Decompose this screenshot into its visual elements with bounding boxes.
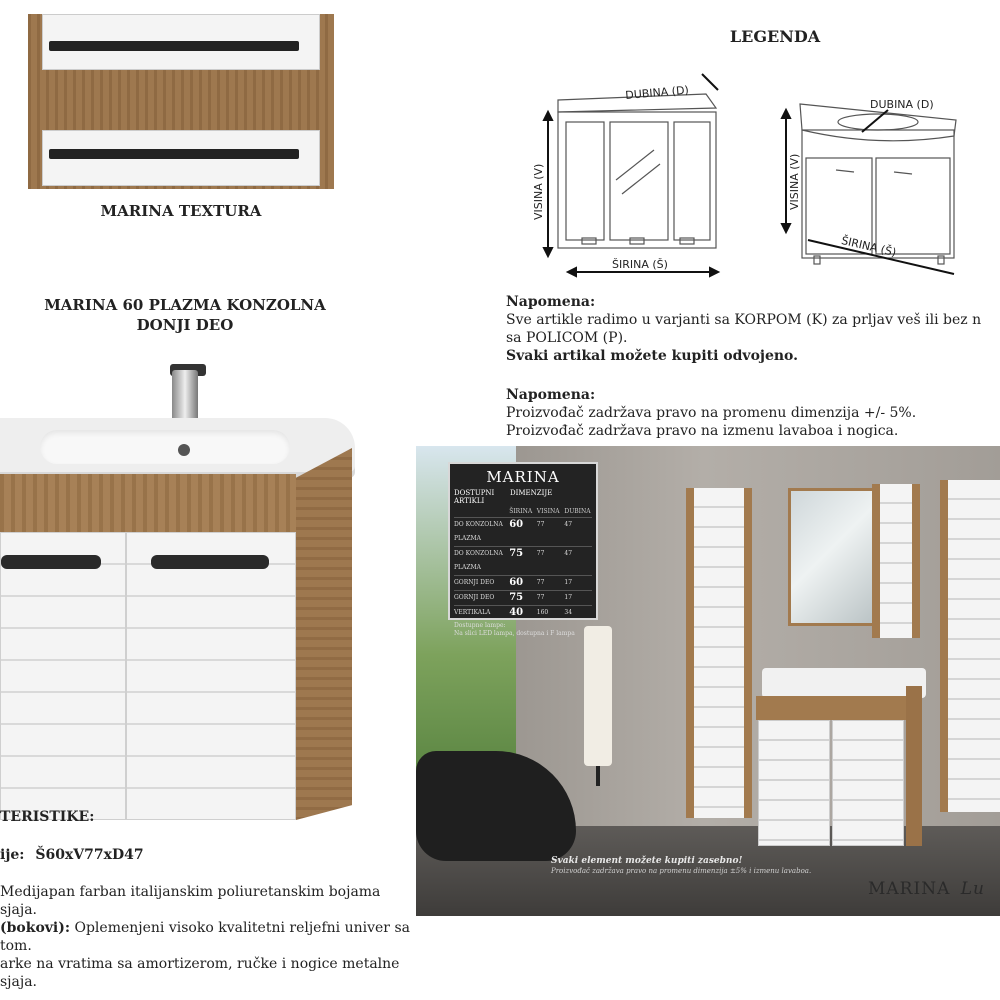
drawer-handle bbox=[49, 149, 299, 159]
spec-card-cell: GORNJI DEO bbox=[454, 594, 495, 601]
specs-body bbox=[0, 883, 416, 991]
base-depth-label: DUBINA (D) bbox=[870, 98, 934, 111]
sink-basin bbox=[40, 430, 290, 464]
lamp-stand bbox=[596, 766, 600, 786]
spec-line: edijapan farban italijanskim poliuretanskim bojama bbox=[14, 884, 381, 900]
cabinet-door-right bbox=[126, 532, 296, 820]
note-block-1 bbox=[506, 293, 1000, 365]
floor-lamp bbox=[584, 626, 612, 766]
vanity-wood bbox=[756, 696, 906, 720]
spec-line: Oplemenjeni visoko kvalitetni reljefni univer sa bbox=[70, 920, 410, 936]
spec-card-header: ŠIRINA bbox=[509, 508, 533, 515]
spec-prefix: M bbox=[0, 884, 15, 900]
note-line: Sve artikle radimo u varjanti sa KORPOM (K) za prljav veš ili bez n bbox=[506, 312, 982, 328]
brand-name bbox=[868, 879, 985, 899]
brand-suffix: Lu bbox=[960, 879, 986, 899]
spec-card-cell: 77 bbox=[536, 521, 545, 528]
spec-card-row bbox=[454, 590, 592, 605]
base-cabinet-diagram bbox=[778, 90, 978, 280]
spec-card-cell: 60 bbox=[509, 519, 524, 530]
mirror-height-label: VISINA (V) bbox=[532, 163, 545, 220]
spec-card-row bbox=[454, 575, 592, 590]
mirror bbox=[788, 488, 880, 626]
tall-cabinet-right bbox=[940, 480, 1000, 812]
vanity-side bbox=[906, 686, 922, 846]
spec-card-cell: 75 bbox=[509, 592, 524, 603]
spec-card-cell: 60 bbox=[509, 577, 524, 588]
drawer-handle bbox=[49, 41, 299, 51]
spec-card-cell: DO KONZOLNA PLAZMA bbox=[454, 521, 503, 542]
mirror-width-label: ŠIRINA (Š) bbox=[612, 258, 668, 271]
note-heading: Napomena: bbox=[506, 294, 596, 310]
specs-dimensions bbox=[0, 846, 144, 864]
spec-card-lamps-note: Na slici LED lampa, dostupna i F lampa bbox=[454, 630, 575, 637]
note-line: Proizvođač zadržava pravo na promenu dimenzija +/- 5%. bbox=[506, 405, 917, 421]
texture-drawer-bottom bbox=[42, 130, 320, 186]
spec-card-cell: 34 bbox=[564, 609, 573, 616]
vanity-sink bbox=[762, 668, 926, 698]
texture-caption: MARINA TEXTURA bbox=[100, 202, 262, 220]
spec-card-col2: DIMENZIJE bbox=[510, 489, 553, 497]
spec-card-cell: 47 bbox=[564, 550, 573, 557]
door-handle bbox=[1, 555, 101, 569]
note-heading: Napomena: bbox=[506, 387, 596, 403]
spec-card-cell: DO KONZOLNA PLAZMA bbox=[454, 550, 503, 571]
spec-card-row bbox=[454, 605, 592, 620]
dimensions-value: Š60xV77xD47 bbox=[35, 847, 144, 863]
base-width-label: ŠIRINA (Š) bbox=[840, 233, 898, 260]
note-line: sa POLICOM (P). bbox=[506, 330, 628, 346]
bathroom-photo bbox=[416, 446, 1000, 916]
texture-drawer-top bbox=[42, 14, 320, 70]
spec-card-cell: 40 bbox=[509, 607, 524, 618]
door-handle bbox=[151, 555, 269, 569]
spec-card-row bbox=[454, 517, 592, 546]
note-bold-line: Svaki artikal možete kupiti odvojeno. bbox=[506, 348, 799, 364]
spec-card-lamps: Dostupne lampe: bbox=[454, 622, 506, 629]
cabinet-wood-front bbox=[0, 474, 296, 532]
vanity-door-left bbox=[758, 720, 830, 846]
drain bbox=[178, 444, 190, 456]
brand-text: MARINA bbox=[868, 879, 951, 899]
legend-title: LEGENDA bbox=[729, 27, 821, 46]
cabinet-door-left bbox=[0, 532, 126, 820]
spec-line: sjaja. bbox=[0, 902, 38, 918]
spec-card-cell: GORNJI DEO bbox=[454, 579, 495, 586]
product-title-line1: MARINA 60 PLAZMA KONZOLNA bbox=[44, 296, 326, 314]
spec-card-row bbox=[454, 546, 592, 575]
spec-card-cell: 17 bbox=[564, 579, 573, 586]
spec-card-cell: 17 bbox=[564, 594, 573, 601]
product-title-line2: DONJI DEO bbox=[136, 316, 234, 334]
base-height-label: VISINA (V) bbox=[788, 153, 801, 210]
specs-heading: TERISTIKE: bbox=[0, 809, 95, 825]
spec-card-cell: 77 bbox=[536, 594, 545, 601]
mirror-depth-label: DUBINA (D) bbox=[624, 83, 690, 103]
mirror-cabinet-diagram bbox=[530, 60, 730, 280]
spec-card-cell: 77 bbox=[536, 550, 545, 557]
mirror-side-cabinet bbox=[872, 484, 920, 638]
cabinet-side bbox=[296, 448, 352, 820]
spec-card-header: VISINA bbox=[536, 508, 560, 515]
spec-card-cell: 77 bbox=[536, 579, 545, 586]
vanity-door-right bbox=[832, 720, 904, 846]
photo-caption: Svaki element možete kupiti zasebno! bbox=[551, 856, 743, 866]
spec-line: arke na vratima sa amortizerom, ručke i nogice metalne bbox=[0, 956, 400, 972]
spec-line: sjaja. bbox=[0, 974, 38, 990]
spec-bold: (bokovi): bbox=[0, 920, 71, 936]
spec-card-col1: DOSTUPNI ARTIKLI bbox=[454, 489, 495, 505]
spec-card-cell: 75 bbox=[509, 548, 524, 559]
tall-cabinet bbox=[686, 488, 752, 818]
note-line: Proizvođač zadržava pravo na izmenu lavaboa i nogica. bbox=[506, 423, 899, 439]
spec-card bbox=[448, 462, 598, 637]
spec-card-rows bbox=[454, 517, 592, 620]
spec-line: tom. bbox=[0, 938, 32, 954]
spec-card-cell: 47 bbox=[564, 521, 573, 528]
photo-caption-small: Proizvođač zadržava pravo na promenu dimenzija ±5% i izmenu lavaboa. bbox=[551, 867, 812, 875]
note-block-2 bbox=[506, 386, 1000, 440]
texture-photo bbox=[28, 14, 334, 189]
dimensions-label: ije: bbox=[0, 847, 25, 863]
spec-card-cell: VERTIKALA bbox=[454, 609, 491, 616]
spec-card-title: MARINA bbox=[486, 468, 560, 486]
spec-card-header: DUBINA bbox=[564, 508, 591, 515]
spec-card-cell: 160 bbox=[536, 609, 549, 616]
